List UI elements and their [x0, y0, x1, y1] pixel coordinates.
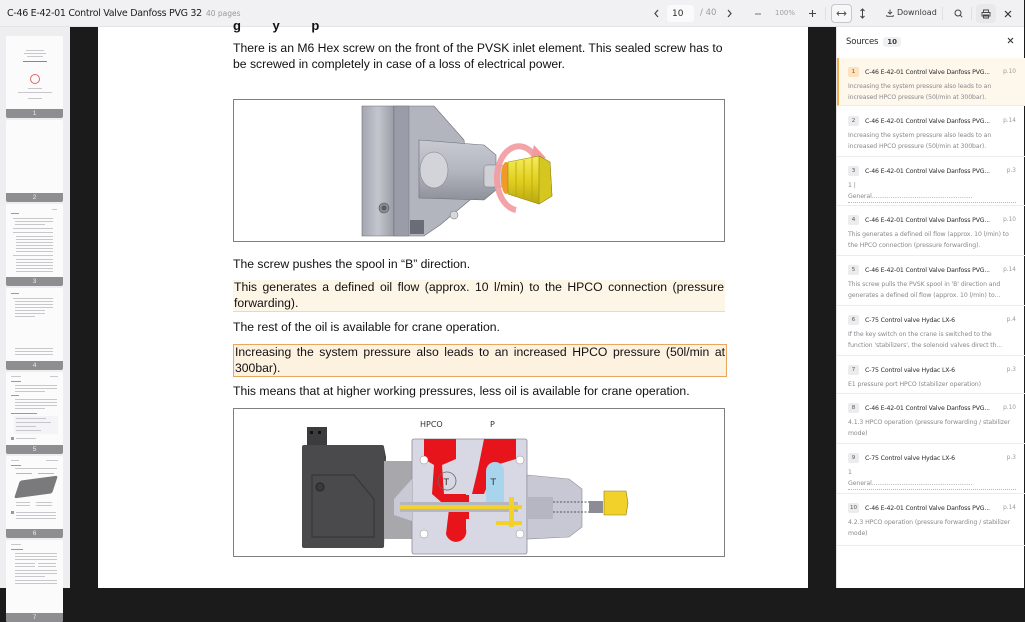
document-page[interactable]	[98, 18, 808, 588]
source-page: p.3	[1006, 168, 1016, 174]
sources-count-badge: 10	[883, 37, 901, 47]
source-title: C-46 E-42-01 Control Valve Danfoss PVG...	[865, 216, 990, 224]
thumbnail-page-4[interactable]	[6, 288, 63, 370]
top-bar	[0, 0, 1024, 27]
source-page: p.3	[1006, 455, 1016, 461]
source-number: 4	[848, 215, 859, 225]
thumbnail-label: 3	[6, 277, 63, 286]
source-number: 8	[848, 403, 859, 413]
pressure-port-label: P	[490, 420, 495, 429]
source-title: C-75 Control valve Hydac LX-6	[865, 316, 955, 324]
source-title: C-46 E-42-01 Control Valve Danfoss PVG...	[865, 167, 990, 175]
source-page: p.10	[1003, 405, 1016, 411]
download-button[interactable]	[886, 8, 937, 17]
chevron-right-icon	[726, 9, 733, 18]
source-item[interactable]	[837, 206, 1025, 256]
zoom-level: 100%	[775, 9, 796, 17]
toolbar-divider	[971, 7, 972, 20]
source-snippet: 1 |	[848, 182, 856, 189]
source-item[interactable]	[837, 356, 1025, 394]
source-page: p.10	[1003, 217, 1016, 223]
source-title: C-75 Control valve Hydac LX-6	[865, 366, 955, 374]
thumbnail-page-5[interactable]	[6, 372, 63, 454]
source-item[interactable]	[837, 107, 1025, 157]
source-item[interactable]	[837, 58, 1025, 106]
zoom-out-button[interactable]	[751, 0, 765, 27]
document-title-text: C-46 E-42-01 Control Valve Danfoss PVG 32	[7, 8, 202, 19]
zoom-in-button[interactable]	[805, 0, 819, 27]
source-item[interactable]	[837, 256, 1025, 306]
source-item[interactable]	[837, 494, 1025, 546]
source-number: 5	[848, 265, 859, 275]
source-item[interactable]	[837, 157, 1025, 206]
active-highlighted-paragraph: Increasing the system pressure also leads to an increased HPCO pressure (50l/min at 300bar).	[233, 344, 727, 377]
fit-height-button[interactable]	[856, 0, 868, 27]
printer-icon	[981, 9, 991, 19]
thumbnail-label: 4	[6, 361, 63, 370]
viewer-background	[808, 27, 836, 588]
thumbnail-page-7[interactable]	[6, 540, 63, 622]
source-number: 7	[848, 365, 859, 375]
previous-page-button[interactable]	[650, 0, 662, 27]
source-number: 10	[850, 505, 857, 511]
page-number-input[interactable]: 10	[667, 5, 694, 22]
document-title	[7, 8, 241, 19]
download-label: Download	[897, 8, 937, 17]
source-page: p.10	[1003, 69, 1016, 75]
source-snippet: This generates a defined oil flow (approx. 10 l/min) to the HPCO connection (pressure forwarding).	[848, 231, 1009, 249]
source-number: 1	[848, 67, 859, 77]
total-pages-label: / 40	[700, 8, 717, 18]
print-button[interactable]	[976, 4, 996, 23]
plus-icon	[808, 9, 817, 18]
thumbnail-page-6[interactable]	[6, 456, 63, 538]
thumbnail-label: 6	[6, 529, 63, 538]
paragraph: This means that at higher working pressures, less oil is available for crane operation.	[233, 384, 690, 398]
figure-valve-hex-screw	[233, 99, 725, 242]
search-button[interactable]	[951, 0, 965, 27]
source-title: C-46 E-42-01 Control Valve Danfoss PVG...	[865, 266, 990, 274]
source-page: p.4	[1006, 317, 1016, 323]
thumbnail-sidebar[interactable]	[0, 27, 70, 621]
valve-hex-screw-illustration	[234, 100, 726, 243]
source-snippet: E1 pressure port HPCO (stabilizer operation)	[848, 381, 981, 388]
fit-width-button[interactable]	[831, 4, 852, 23]
source-number: 6	[848, 315, 859, 325]
source-snippet: This screw pulls the PVSK spool in 'B' direction and generates a defined oil flow (approx. 10 l/min) to...	[848, 281, 1001, 299]
source-snippet: 4.1.3 HPCO operation (pressure forwarding / stabilizer mode)	[848, 419, 1011, 437]
source-title: C-46 E-42-01 Control Valve Danfoss PVG...	[865, 117, 990, 125]
tank-port-label: T	[490, 478, 496, 488]
viewer-background	[70, 27, 98, 588]
toolbar-divider	[942, 7, 943, 20]
close-viewer-button[interactable]	[1001, 0, 1015, 27]
thumbnail-label: 7	[6, 613, 63, 622]
thumbnail-label: 2	[6, 193, 63, 202]
paragraph: There is an M6 Hex screw on the front of the PVSK inlet element. This sealed screw has to be screwed in completely in case of a loss of electrical power.	[233, 41, 723, 71]
source-snippet: 1	[848, 469, 852, 476]
source-snippet: Increasing the system pressure also leads to an increased HPCO pressure (50l/min at 300bar).	[848, 132, 992, 150]
source-item[interactable]	[837, 306, 1025, 356]
page-count-label: 40 pages	[205, 9, 241, 18]
source-number: 3	[848, 166, 859, 176]
sources-header	[837, 27, 1025, 57]
section-heading-cut-off: g y p	[233, 18, 334, 33]
source-snippet: General......................................................	[848, 191, 1016, 203]
paragraph: The rest of the oil is available for crane operation.	[233, 320, 500, 334]
source-snippet: If the key switch on the crane is switched to the function 'stabilizers', the solenoid valves direct th...	[848, 331, 1003, 349]
tank-port-label: T	[443, 478, 449, 488]
thumbnail-label: 5	[6, 445, 63, 454]
arrows-horizontal-icon	[836, 10, 847, 17]
source-title: C-75 Control valve Hydac LX-6	[865, 454, 955, 462]
source-number: 9	[848, 453, 859, 463]
source-item[interactable]	[837, 444, 1025, 494]
source-title: C-46 E-42-01 Control Valve Danfoss PVG...	[865, 504, 990, 512]
highlighted-paragraph: This generates a defined oil flow (approx. 10 l/min) to the HPCO connection (pressure forwarding).	[233, 280, 725, 312]
source-title: C-46 E-42-01 Control Valve Danfoss PVG...	[865, 68, 990, 76]
source-page: p.14	[1003, 505, 1016, 511]
thumbnail-page-2[interactable]	[6, 120, 63, 202]
paragraph: The screw pushes the spool in “B” direction.	[233, 257, 471, 271]
source-snippet: General......................................................	[848, 478, 1016, 490]
source-number: 2	[848, 116, 859, 126]
source-page: p.14	[1003, 118, 1016, 124]
download-icon	[886, 9, 894, 17]
source-snippet: 4.2.3 HPCO operation (pressure forwarding / stabilizer mode)	[848, 519, 1011, 537]
source-page: p.3	[1006, 367, 1016, 373]
hpco-port-label: HPCO	[420, 420, 443, 429]
thumbnail-page-1[interactable]	[6, 36, 63, 118]
source-item[interactable]	[837, 394, 1025, 444]
chevron-left-icon	[653, 9, 660, 18]
minus-icon	[754, 10, 762, 18]
source-page: p.14	[1003, 267, 1016, 273]
figure-valve-cross-section	[233, 408, 725, 557]
close-sources-button[interactable]	[1007, 36, 1014, 47]
thumbnail-label: 1	[6, 109, 63, 118]
valve-cross-section-diagram	[234, 409, 726, 558]
toolbar-divider	[825, 7, 826, 20]
source-snippet: Increasing the system pressure also leads to an increased HPCO pressure (50l/min at 300bar).	[848, 83, 992, 101]
source-title: C-46 E-42-01 Control Valve Danfoss PVG...	[865, 404, 990, 412]
thumbnail-page-3[interactable]	[6, 204, 63, 286]
search-icon	[954, 9, 963, 18]
close-icon	[1004, 10, 1012, 18]
sources-panel	[836, 27, 1024, 588]
arrows-vertical-icon	[859, 8, 866, 19]
sources-title: Sources	[846, 37, 879, 47]
next-page-button[interactable]	[723, 0, 735, 27]
close-icon	[1007, 37, 1014, 44]
